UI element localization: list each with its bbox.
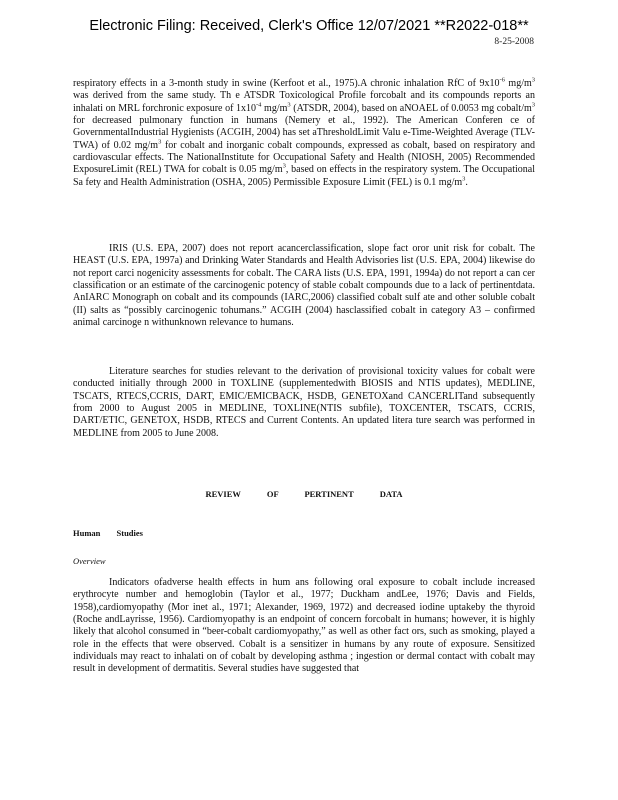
paragraph-human-overview: Indicators ofadverse health effects in hum ans following oral exposure to cobalt include increased erythrocyte number and hemoglobin (Taylor et al., 1977; Duckham andLee, 1976; Davis and Fields, 1958),cardiomyopathy (Mor inet al., 1971; Alexander, 1969, 1972) and decreased iodine uptakeby the thyroid (Roche andLayrisse, 1956). Cardiomyopathy is an endpoint of concern forcobalt in humans; however, it is highly likely that alcohol consumed in “beer-cobalt cardiomyopathy,” as well as other fact ors, such as smoking, played a role in the effects that were observed. Cobalt is a sensitizer in humans by any route of exposure. Sensitized individuals may react to inhalati on of cobalt by developing asthma ; ingestion or dermal contact with cobalt may result in development of dermatitis. Several studies have suggested that xyxy=(73,577,535,675)
document-date: 8-25-2008 xyxy=(494,37,534,47)
paragraph-literature-search: Literature searches for studies relevant to the derivation of provisional toxicity values for cobalt were conducted initially through 2000 in TOXLINE (supplementedwith BIOSIS and NTIS updates), MEDLINE, TSCATS, RTECS,CCRIS, DART, EMIC/EMICBACK, HSDB, GENETOXand CANCERLITand subsequently from 2000 to August 2005 in MEDLINE, TOXLINE(NTIS subfile), TOXCENTER, TSCATS, CCRIS, DART/ETIC, GENETOX, HSDB, RTECS and Current Contents. An updated litera ture search was performed in MEDLINE from 2005 to June 2008. xyxy=(73,366,535,439)
paragraph-toxicity-values: respiratory effects in a 3-month study in swine (Kerfoot et al., 1975).A chronic inhalation RfC of $9x10^{-6}$ $mg/m^3$ was derived from the same study. Th e ATSDR Toxicological Profile forcobalt and its compounds reports an inhalati on MRL forchronic exposure of $1x10^{-4}$ $mg/m^3$ (ATSDR, 2004), based on aNOAEL of 0.0053 mg cobalt/$m^3$ for decreased pulmonary function in humans (Nemery et al., 1992). The American Conferen ce of GovernmentalIndustrial Hygienists (ACGIH, 2004) has set aThresholdLimit Valu e-Time-Weighted Average (TLV-TWA) of 0.02 $mg/m^3$ for cobalt and inorganic cobalt compounds, expressed as cobalt, based on respiratory and cardiovascular effects. The NationalInstitute for Occupational Safety and Health (NIOSH, 2005) Recommended ExposureLimit (REL) TWA for cobalt is 0.05 $mg/m^3$, based on effects in the respiratory system. The Occupational Sa fety and Health Administration (OSHA, 2005) Permissible Exposure Limit (FEL) is 0.1 $mg/m^3$. xyxy=(73,76,536,188)
subsubsection-title: Overview xyxy=(73,556,106,566)
paragraph-cancer-classification: IRIS (U.S. EPA, 2007) does not report acancerclassification, slope fact oror unit risk for cobalt. The HEAST (U.S. EPA, 1997a) and Drinking Water Standards and Health Advisories list (U.S. EPA, 2004) likewise do not report carci nogenicity assessments for cobalt. The CARA lists (U.S. EPA, 1991, 1994a) do not report a can cer classification or an estimate of the carcinogenic potency of stable cobalt compounds due to a lack of pertinentdata. AnIARC Monograph on cobalt and its compounds (IARC,2006) classified cobalt sulf ate and other soluble cobalt (II) salts as “possibly carcinogenic tohumans.” ACGIH (2004) hasclassified cobalt in category A3 – confirmed animal carcinoge n withunknown relevance to humans. xyxy=(73,243,535,329)
filing-header: Electronic Filing: Received, Clerk's Office 12/07/2021 **R2022-018** xyxy=(89,18,529,34)
subsection-title: Human Studies xyxy=(73,528,143,538)
section-title: REVIEW OF PERTINENT DATA xyxy=(205,489,403,499)
